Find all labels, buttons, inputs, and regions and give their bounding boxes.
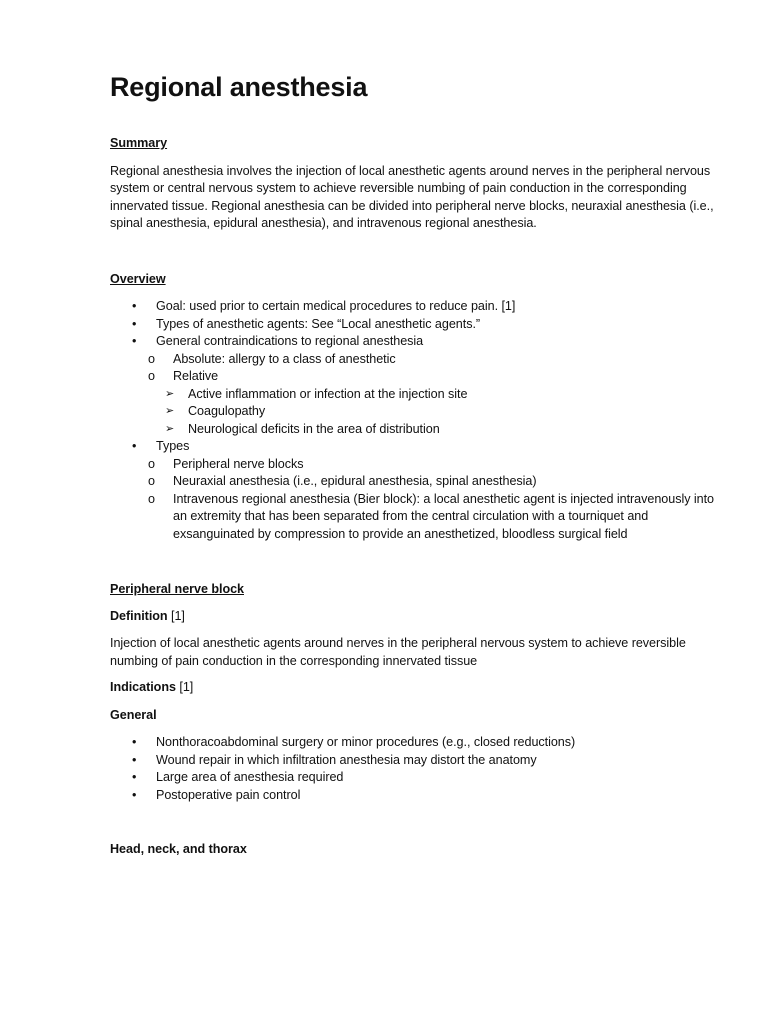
general-item-text: Nonthoracoabdominal surgery or minor procedures (e.g., closed reductions) [156,735,576,749]
list-item [110,316,722,334]
list-item [110,734,722,752]
bullet-marker: • [132,316,137,331]
list-item [110,769,722,787]
agents-text: Types of anesthetic agents: See “Local anesthetic agents.” [156,316,481,331]
list-item [110,403,722,421]
general-list [110,734,722,804]
page-title: Regional anesthesia [110,72,368,102]
list-item [110,333,722,351]
overview-list [110,298,722,543]
type-item-text: Neuraxial anesthesia (i.e., epidural anesthesia, spinal anesthesia) [173,474,537,488]
bullet-marker: • [132,439,137,453]
list-item [110,456,722,474]
list-item [110,491,722,544]
bullet-marker: • [132,770,137,784]
list-item [110,473,722,491]
list-item [110,438,722,456]
list-item [110,298,722,316]
list-item [110,421,722,439]
type-item-text: Peripheral nerve blocks [173,456,304,471]
arrow-marker: ➢ [165,405,175,417]
indications-label: Indications [110,680,176,694]
indications-heading [110,679,722,697]
contraindications-text: General contraindications to regional anesthesia [156,334,424,348]
goal-text: Goal: used prior to certain medical procedures to reduce pain. [1] [156,299,516,313]
list-item [110,351,722,369]
definition-ref: [1] [171,608,185,623]
summary-text: Regional anesthesia involves the injection of local anesthetic agents around nerves in the peripheral nervous system or central nervous system to achieve reversible numbing of pain conduction in the corresponding innervated tissue. Regional anesthesia can be divided into peripheral nerve blocks, neuraxial anesthesia (i.e., spinal anesthesia, epidural anesthesia), and intravenous regional anesthesia. [110,163,714,230]
relative-item-text: Neurological deficits in the area of distribution [188,421,440,436]
summary-heading: Summary [110,136,168,150]
general-item-text: Postoperative pain control [156,787,301,802]
bullet-marker: • [132,752,137,767]
overview-heading: Overview [110,271,166,286]
circle-marker: o [148,474,155,488]
head-neck-heading: Head, neck, and thorax [110,842,247,856]
general-item-text: Wound repair in which infiltration anesthesia may distort the anatomy [156,752,537,767]
definition-text: Injection of local anesthetic agents around nerves in the peripheral nervous system to achieve reversible numbing of pain conduction in the corresponding innervated tissue [110,636,686,668]
circle-marker: o [148,369,155,383]
pnb-heading: Peripheral nerve block [110,582,244,596]
type-item-text: Intravenous regional anesthesia (Bier block): a local anesthetic agent is injected intravenously into an extremity that has been separated from the central circulation with a tourniquet and exsanguinated by compression to provide an anesthetized, bloodless surgical field [173,491,714,541]
general-item-text: Large area of anesthesia required [156,770,344,784]
definition-heading [110,608,722,626]
arrow-marker: ➢ [165,422,175,435]
relative-item-text: Active inflammation or infection at the injection site [188,386,468,401]
bullet-marker: • [132,334,137,348]
absolute-text: Absolute: allergy to a class of anesthetic [173,351,396,366]
list-item [110,752,722,770]
arrow-marker: ➢ [165,387,175,400]
circle-marker: o [148,491,155,506]
circle-marker: o [148,351,155,366]
bullet-marker: • [132,299,137,313]
circle-marker: o [148,456,155,471]
relative-text: Relative [173,369,219,383]
bullet-marker: • [132,787,137,802]
general-heading: General [110,707,157,722]
types-text: Types [156,439,190,453]
relative-item-text: Coagulopathy [188,404,266,418]
list-item [110,368,722,386]
list-item [110,386,722,404]
indications-ref: [1] [179,680,194,694]
document-content [110,70,722,859]
list-item [110,787,722,805]
bullet-marker: • [132,735,137,749]
definition-label: Definition [110,608,168,623]
